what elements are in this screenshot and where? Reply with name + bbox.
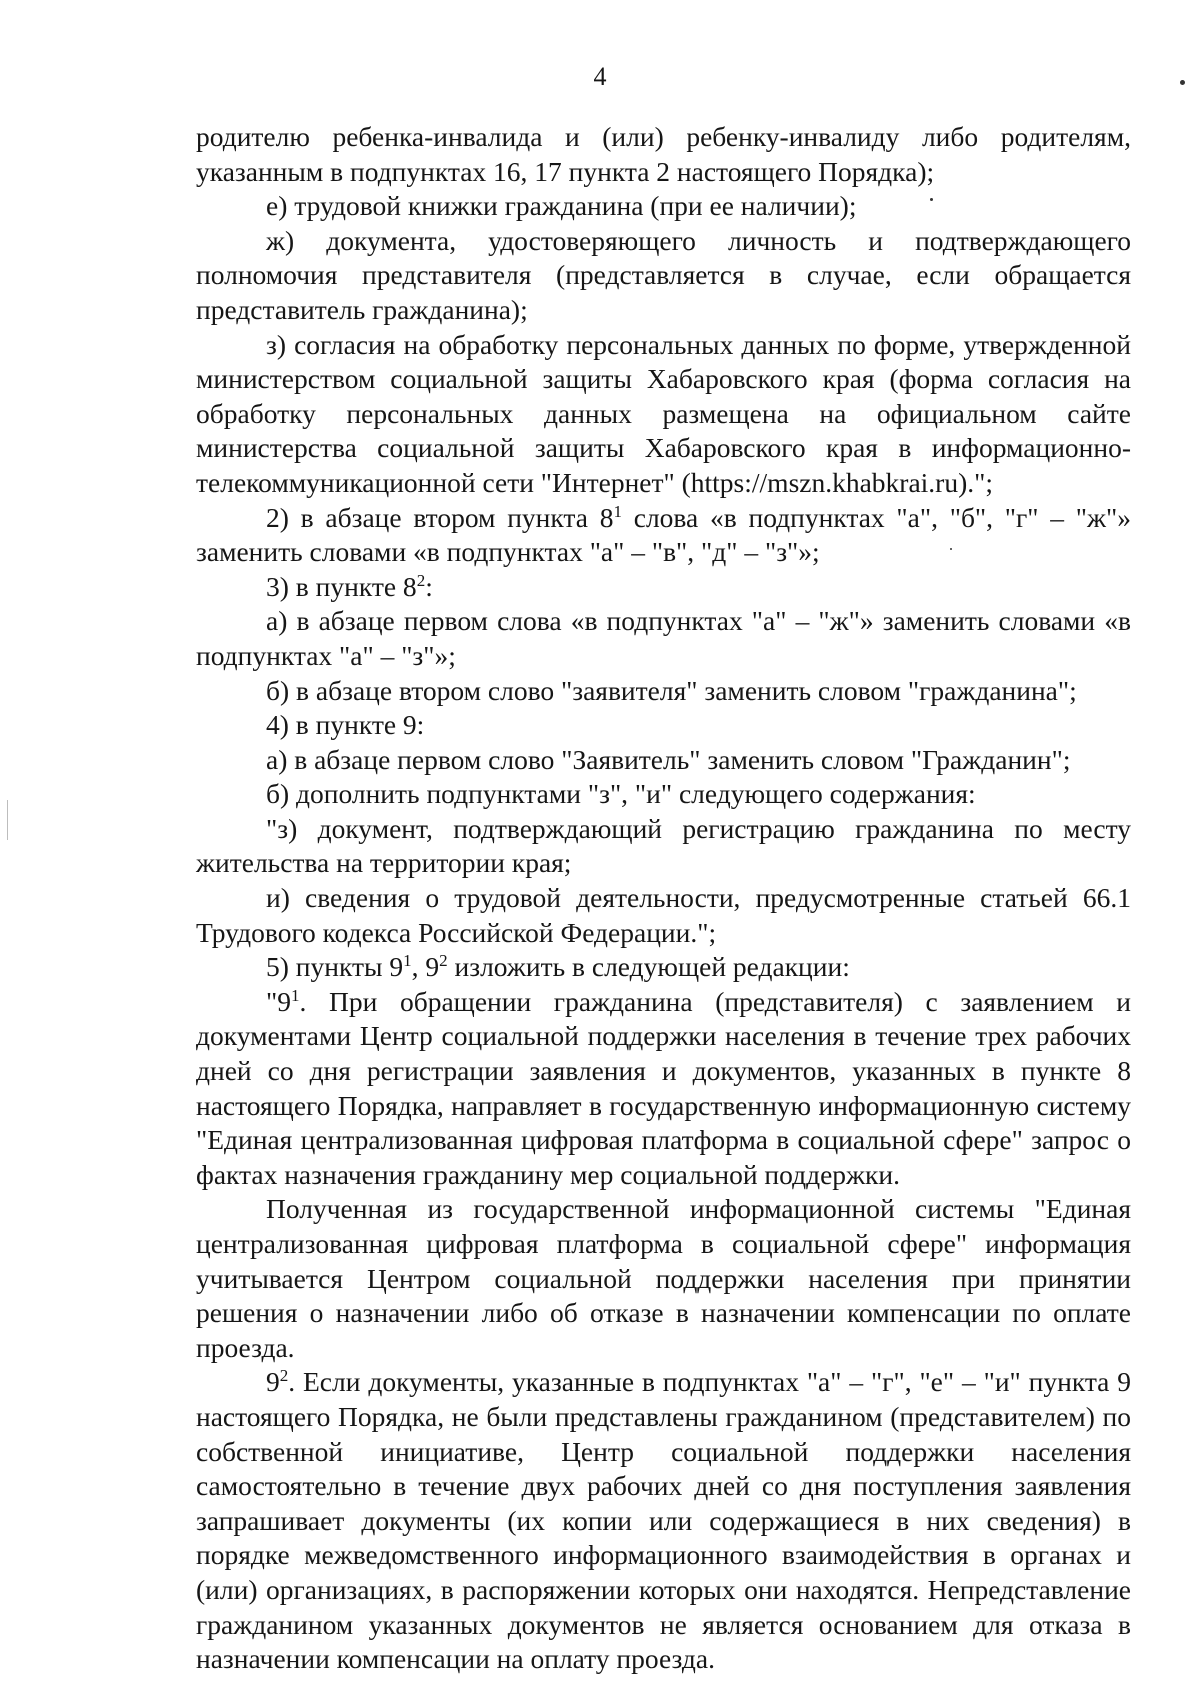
scan-edge-line	[7, 800, 8, 840]
paragraph: з) согласия на обработку персональных данных по форме, утвержденной министерством социальной защиты Хабаровского края (форма согласия на обработку персональных данных размещена на официальном сайте министерства социальной защиты Хабаровского края в информационно-телекоммуникационной сети "Интернет" (https://mszn.khabkrai.ru).";	[196, 328, 1131, 498]
paragraph: $9^2$. Если документы, указанные в подпунктах "а" – "г", "е" – "и" пункта 9 настоящего Порядка, не были представлены гражданином (представителем) по собственной инициативе, Центр социальной поддержки населения самостоятельно в течение двух рабочих дней со дня поступления заявления запрашивает документы (их копии или содержащиеся в них сведения) в порядке межведомственного информационного взаимодействия в органах и (или) организациях, в распоряжении которых они находятся. Непредставление гражданином указанных документов не является основанием для отказа в назначении компенсации на оплату проезда.	[196, 1366, 1131, 1675]
paragraph: б) в абзаце втором слово "заявителя" заменить словом "гражданина";	[266, 674, 1077, 706]
paragraph: 5) пункты $9^1$, $9^2$ изложить в следующей редакции:	[266, 951, 850, 983]
paragraph: и) сведения о трудовой деятельности, предусмотренные статьей 66.1 Трудового кодекса Российской Федерации.";	[196, 882, 1131, 948]
paragraph: 2) в абзаце втором пункта $8^1$ слова «в подпунктах "а", "б", "г" – "ж"» заменить словами «в подпунктах "а" – "в", "д" – "з"»;	[196, 501, 1132, 568]
paragraph: Полученная из государственной информационной системы "Единая централизованная цифровая платформа в социальной сфере" информация учитывается Центром социальной поддержки населения при принятии решения о назначении либо об отказе в назначении компенсации по оплате проезда.	[196, 1193, 1131, 1363]
paragraph: а) в абзаце первом слова «в подпунктах "а" – "ж"» заменить словами «в подпунктах "а" – "з"»;	[196, 605, 1131, 671]
paragraph: ж) документа, удостоверяющего личность и подтверждающего полномочия представителя (представляется в случае, если обращается представитель гражданина);	[196, 224, 1131, 325]
scan-speck	[930, 198, 933, 201]
paragraph: 4) в пункте 9:	[266, 709, 425, 741]
paragraph: б) дополнить подпунктами "з", "и" следующего содержания:	[266, 778, 976, 810]
paragraph: "$9^1$. При обращении гражданина (представителя) с заявлением и документами Центр социальной поддержки населения в течение трех рабочих дней со дня регистрации заявления и документов, указанных в пункте 8 настоящего Порядка, направляет в государственную информационную систему "Единая централизованная цифровая платформа в социальной сфере" запрос о фактах назначения гражданину мер социальной поддержки.	[196, 985, 1131, 1190]
paragraph: а) в абзаце первом слово "Заявитель" заменить словом "Гражданин";	[266, 743, 1071, 775]
paragraph: "з) документ, подтверждающий регистрацию гражданина по месту жительства на территории края;	[196, 812, 1131, 879]
document-body	[196, 120, 1131, 1677]
paragraph: е) трудовой книжки гражданина (при ее наличии);	[266, 190, 857, 222]
paragraph: 3) в пункте $8^2$:	[266, 570, 433, 602]
scan-speck	[950, 548, 952, 550]
page-number: 4	[593, 62, 607, 91]
scan-speck	[1180, 80, 1185, 85]
paragraph: родителю ребенка-инвалида и (или) ребенку-инвалиду либо родителям, указанным в подпунктах 16, 17 пункта 2 настоящего Порядка);	[196, 121, 1131, 187]
